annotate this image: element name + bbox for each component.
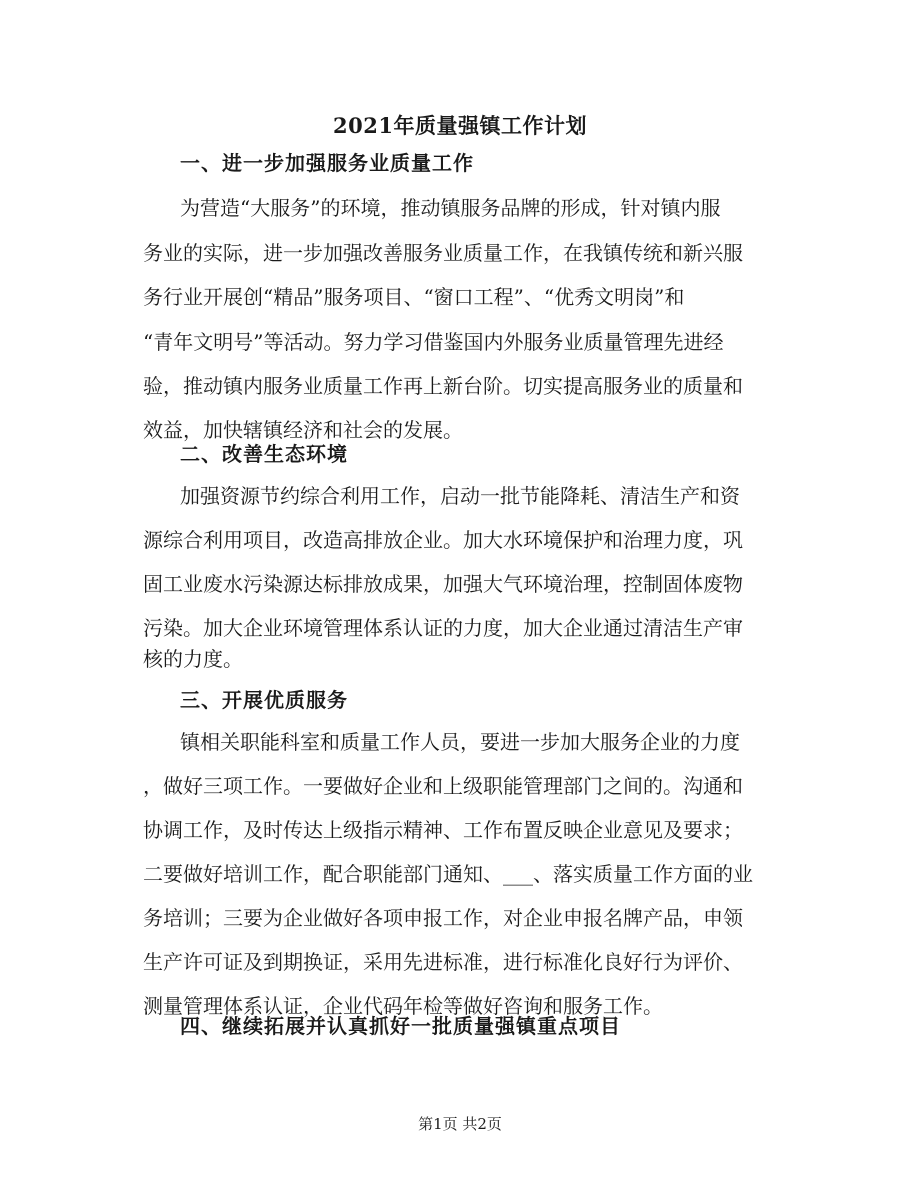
paragraph-line: ，做好三项工作。一要做好企业和上级职能管理部门之间的。沟通和 bbox=[143, 774, 743, 798]
paragraph-line: 效益，加快辖镇经济和社会的发展。 bbox=[143, 418, 463, 442]
paragraph-line: 测量管理体系认证，企业代码年检等做好咨询和服务工作。 bbox=[143, 994, 663, 1018]
page-footer: 第1页 共2页 bbox=[418, 1115, 502, 1133]
paragraph-line: 生产许可证及到期换证，采用先进标准，进行标准化良好行为评价、 bbox=[143, 950, 743, 974]
paragraph-line: 镇相关职能科室和质量工作人员，要进一步加大服务企业的力度 bbox=[180, 730, 740, 754]
paragraph-line: “青年文明号”等活动。努力学习借鉴国内外服务业质量管理先进经 bbox=[143, 330, 724, 354]
document-title: 2021年质量强镇工作计划 bbox=[333, 113, 587, 138]
paragraph-line: 二要做好培训工作，配合职能部门通知、___、落实质量工作方面的业 bbox=[143, 862, 753, 886]
paragraph-line: 加强资源节约综合利用工作，启动一批节能降耗、清洁生产和资 bbox=[180, 484, 740, 508]
paragraph-line: 协调工作，及时传达上级指示精神、工作布置反映企业意见及要求； bbox=[143, 818, 743, 842]
paragraph-line: 源综合利用项目，改造高排放企业。加大水环境保护和治理力度，巩 bbox=[143, 528, 743, 552]
paragraph-line: 务培训；三要为企业做好各项申报工作，对企业申报名牌产品，申领 bbox=[143, 906, 743, 930]
section-heading-4: 四、继续拓展并认真抓好一批质量强镇重点项目 bbox=[180, 1014, 621, 1038]
paragraph-line: 务行业开展创“精品”服务项目、“窗口工程”、“优秀文明岗”和 bbox=[143, 285, 685, 309]
section-heading-3: 三、开展优质服务 bbox=[180, 688, 348, 712]
paragraph-line: 务业的实际，进一步加强改善服务业质量工作，在我镇传统和新兴服 bbox=[143, 241, 743, 265]
paragraph-line: 为营造“大服务”的环境，推动镇服务品牌的形成，针对镇内服 bbox=[180, 196, 721, 220]
paragraph-line: 固工业废水污染源达标排放成果，加强大气环境治理，控制固体废物 bbox=[143, 572, 743, 596]
section-heading-1: 一、进一步加强服务业质量工作 bbox=[180, 151, 474, 175]
paragraph-line: 验，推动镇内服务业质量工作再上新台阶。切实提高服务业的质量和 bbox=[143, 374, 743, 398]
paragraph-line: 核的力度。 bbox=[143, 647, 243, 671]
section-heading-2: 二、改善生态环境 bbox=[180, 442, 348, 466]
paragraph-line: 污染。加大企业环境管理体系认证的力度，加大企业通过清洁生产审 bbox=[143, 616, 743, 640]
